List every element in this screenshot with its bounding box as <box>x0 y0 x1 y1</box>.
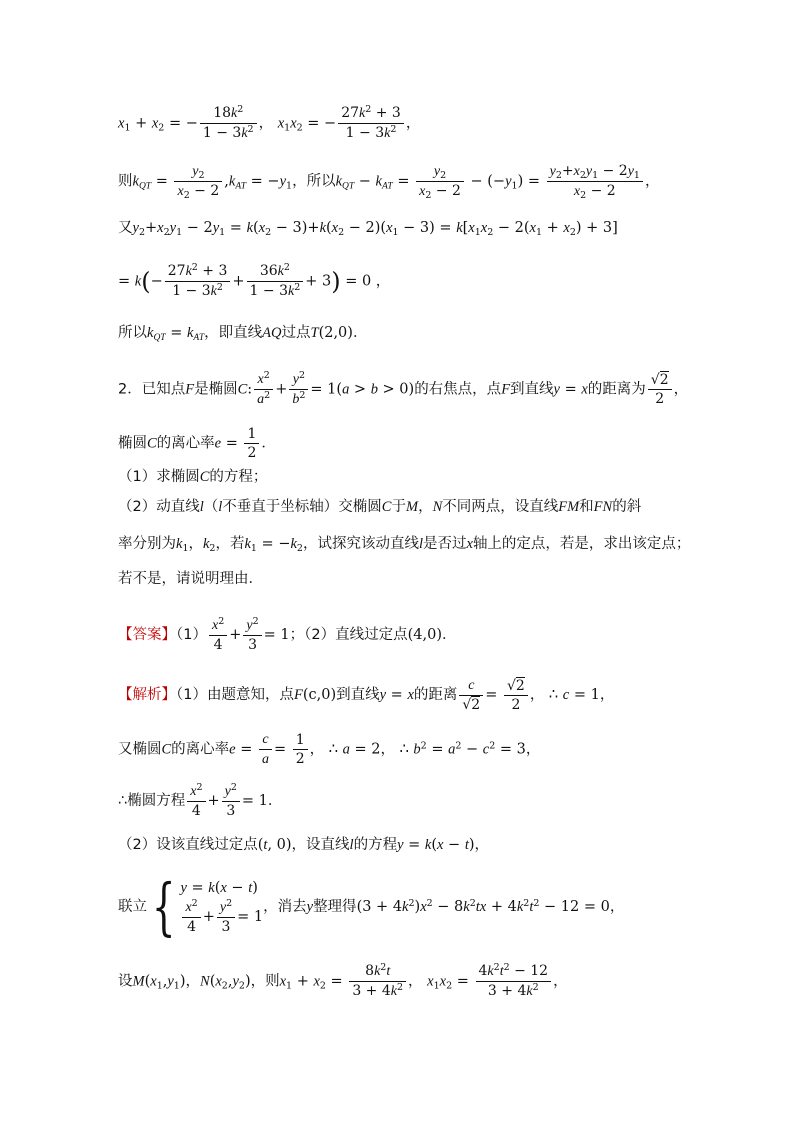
solution-line-1: 【解析】（1）由题意知，点F(c,0)到直线y = x的距离 $\frac{c}{√2}$ = $\frac{√2}{2}$ ， ∴ c = 1， <box>118 677 615 713</box>
answer-tag: 【答案】 <box>118 627 176 643</box>
equation-line-numerator: 又$y_2+x_2y_1 - 2y_1 = k(x_2 - 3)+k(x_2 - 2)(x_1 - 3) = k[x_1x_2 - 2(x_1 + x_2) + 3]$ <box>118 220 618 238</box>
solution-line-4: （2）设该直线过定点(t, 0)，设直线l的方程y = k(x − t)， <box>118 837 490 853</box>
solution-line-6: 设$M(x_1,y_1)$，$N(x_2,y_2)$，则$x_1 + x_2$ = $\frac{8k^2t}{3 + 4k^2}$ ， $x_1x_2$ = $\frac{4k^2t^2 - 12}{3 + 4k^2}$ ， <box>118 962 568 999</box>
question-1: （1）求椭圆C的方程； <box>118 469 268 485</box>
equation-line-slopes: 则$k_{QT}$ = $\frac{y_2}{x_2 - 2}$ $,k_{AT} = -y_1$，所以$k_{QT} - k_{AT}$ = $\frac{y_2}{x_2 - 2}$ − $(-y_1)$ = $\frac{y_2+x_2y_1 - 2y_1}{x_2 - 2}$ ， <box>118 163 660 201</box>
equation-line-sum-product: $x_1 + x_2$ = − $\frac{18k^2}{1 - 3k^2}$ ， $x_1x_2$ = − $\frac{27k^2 + 3}{1 - 3k^2}$ ， <box>118 104 421 141</box>
question-2-part-3: 若不是，请说明理由． <box>118 571 263 587</box>
question-2-part-2: 率分别为$k_1$，$k_2$，若$k_1 = -k_2$，试探究该动直线l是否过x轴上的定点，若是，求出该定点； <box>118 536 691 554</box>
equation-line-zero: = k(− $\frac{27k^2 + 3}{1 - 3k^2}$ + $\frac{36k^2}{1 - 3k^2}$ + 3) = 0 ， <box>118 262 391 299</box>
problem-2-statement: 2．已知点F是椭圆C: $\frac{x^2}{a^2}$ + $\frac{y^2}{b^2}$ = 1(a > b > 0)的右焦点，点F到直线y = x的距离为 $\frac{√2}{2}$ ， <box>118 370 689 407</box>
question-2-part-1: （2）动直线l（l不垂直于坐标轴）交椭圆C于M，N不同两点，设直线FM和FN的斜 <box>118 499 642 515</box>
answer-line: 【答案】（1） $\frac{x^2}{4}$ + $\frac{y^2}{3}$ = 1；（2）直线过定点(4,0)． <box>118 616 457 653</box>
problem-2-eccentricity: 椭圆C的离心率e = $\frac{1}{2}$ ． <box>118 426 276 461</box>
solution-line-3: ∴椭圆方程 $\frac{x^2}{4}$ + $\frac{y^2}{3}$ = 1． <box>118 782 283 819</box>
solution-line-5: 联立{ y = k(x − t) $\frac{x^2}{4}$ + $\frac{y^2}{3}$ = 1 ，消去y整理得$(3 + 4k^2)x^2 - 8k^2tx + 4k^2t^2 - 12 = 0$， <box>118 870 625 943</box>
conclusion-line: 所以$k_{QT} = k_{AT}$，即直线AQ过点T(2,0)． <box>118 325 368 343</box>
solution-line-2: 又椭圆C的离心率e = $\frac{c}{a}$ = $\frac{1}{2}$ ， ∴ a = 2， ∴ $b^2 = a^2 - c^2 = 3$， <box>118 732 541 767</box>
solution-tag: 【解析】 <box>118 687 176 703</box>
